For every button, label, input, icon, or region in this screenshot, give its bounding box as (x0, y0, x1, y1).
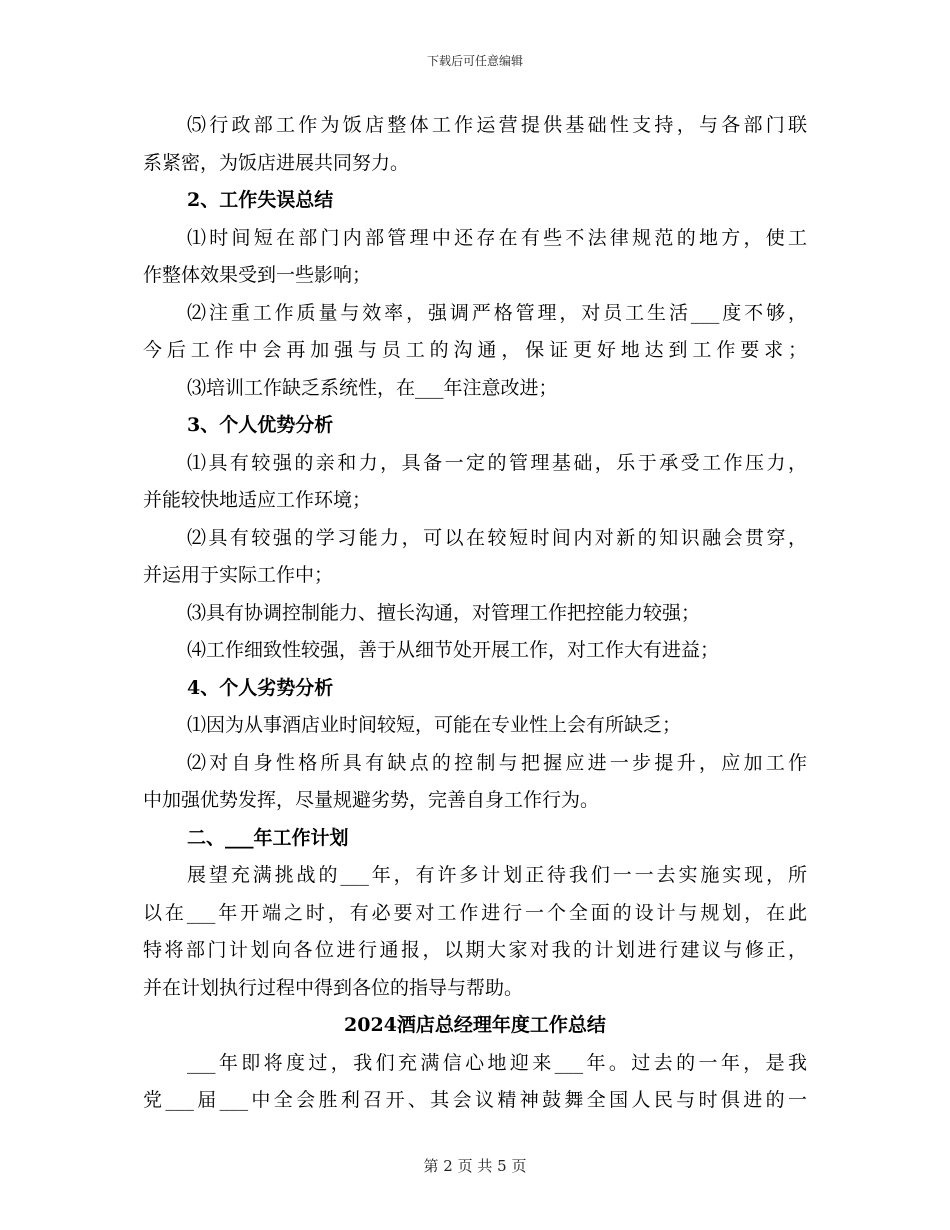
paragraph-line: ⑸行政部工作为饭店整体工作运营提供基础性支持，与各部门联 (187, 114, 807, 136)
section-heading: 2、工作失误总结 (187, 189, 334, 211)
paragraph-line: ⑶培训工作缺乏系统性，在___年注意改进； (187, 376, 558, 399)
paragraph-line: 中加强优势发挥，尽量规避劣势，完善自身工作行为。 (143, 789, 600, 811)
paragraph-line: ⑵具有较强的学习能力，可以在较短时间内对新的知识融会贯穿， (187, 526, 807, 549)
paragraph-line: 今后工作中会再加强与员工的沟通，保证更好地达到工作要求； (143, 339, 807, 361)
paragraph-line: 党___届___中全会胜利召开、其会议精神鼓舞全国人民与时俱进的一 (143, 1089, 807, 1111)
paragraph-line: 展望充满挑战的___年，有许多计划正待我们一一去实施实现，所 (187, 864, 807, 886)
paragraph-line: ⑶具有协调控制能力、擅长沟通，对管理工作把控能力较强； (187, 601, 701, 624)
article-title: 2024酒店总经理年度工作总结 (344, 1014, 606, 1036)
paragraph-line: 特将部门计划向各位进行通报，以期大家对我的计划进行建议与修正， (143, 939, 807, 961)
section-heading: 3、个人优势分析 (187, 414, 334, 436)
paragraph-line: 并能较快地适应工作环境； (143, 489, 372, 511)
paragraph-line: ⑵注重工作质量与效率，强调严格管理，对员工生活___度不够， (187, 301, 807, 324)
section-heading: 二、___年工作计划 (187, 826, 349, 849)
section-heading: 4、个人劣势分析 (187, 676, 334, 699)
paragraph-line: 并在计划执行过程中得到各位的指导与帮助。 (143, 976, 524, 999)
paragraph-line: ⑴时间短在部门内部管理中还存在有些不法律规范的地方，使工 (187, 226, 807, 249)
page-header: 下载后可任意编辑 (426, 54, 523, 68)
paragraph-line: 并运用于实际工作中； (143, 564, 334, 586)
paragraph-line: ⑴因为从事酒店业时间较短，可能在专业性上会有所缺乏； (187, 714, 682, 736)
paragraph-line: ⑷工作细致性较强，善于从细节处开展工作，对工作大有进益； (187, 639, 720, 661)
paragraph-line: 以在___年开端之时，有必要对工作进行一个全面的设计与规划，在此 (143, 901, 807, 924)
paragraph-line: ⑵对自身性格所具有缺点的控制与把握应进一步提升，应加工作 (187, 751, 807, 774)
document-body (143, 107, 807, 1120)
paragraph-line: ___年即将度过，我们充满信心地迎来___年。过去的一年，是我 (187, 1051, 807, 1074)
paragraph-line: 系紧密，为饭店进展共同努力。 (143, 151, 410, 174)
paragraph-line: ⑴具有较强的亲和力，具备一定的管理基础，乐于承受工作压力， (187, 451, 807, 474)
paragraph-line: 作整体效果受到一些影响； (143, 264, 372, 286)
page-number-footer: 第 2 页 共 5 页 (423, 1157, 527, 1175)
